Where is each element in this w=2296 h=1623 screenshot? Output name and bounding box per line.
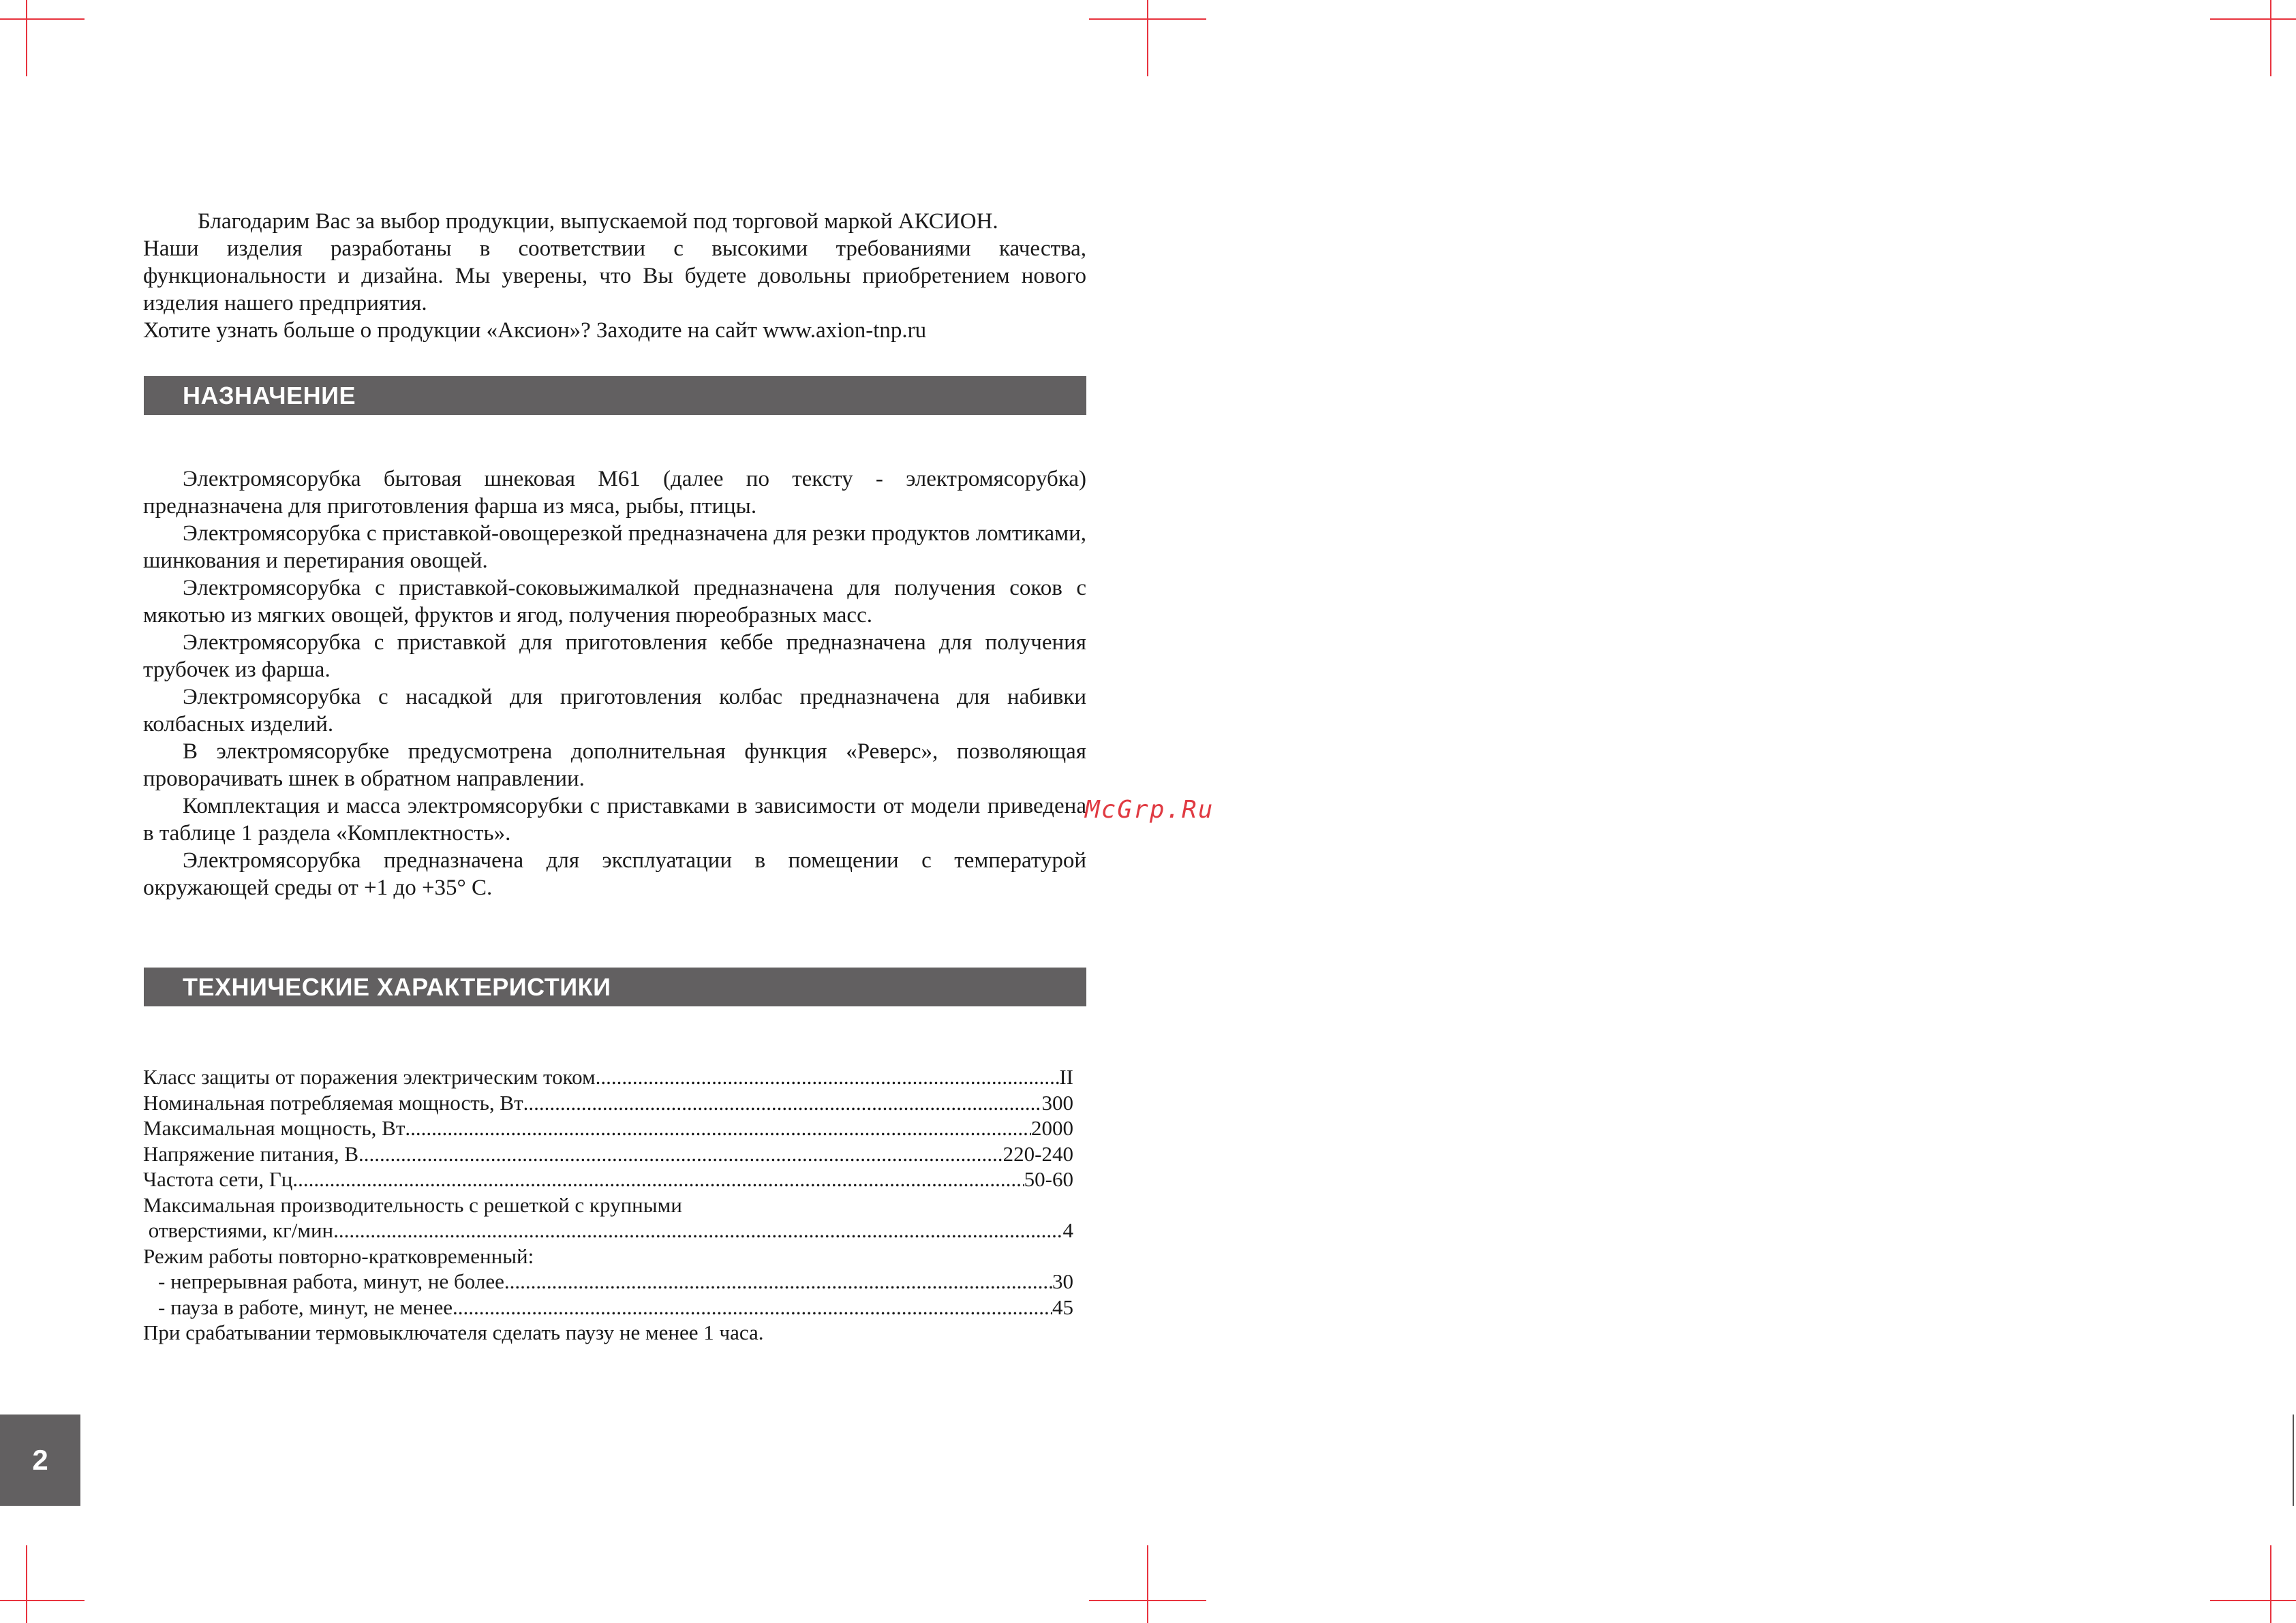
spec-leader-dots — [333, 1218, 1062, 1243]
spec-row-rated-power — [143, 1090, 1073, 1116]
spec-value: 2000 — [1031, 1116, 1073, 1140]
intro-greeting: Благодарим Вас за выбор продукции, выпускаемой под торговой маркой АКСИОН. — [198, 209, 998, 234]
crop-mark — [2270, 0, 2271, 76]
spec-mode-title: Режим работы повторно-кратковременный: — [143, 1243, 534, 1268]
purpose-paragraph: Электромясорубка с насадкой для приготовления колбас предназначена для набивки колбасных изделий. — [143, 685, 1086, 737]
spec-label: Номинальная потребляемая мощность, Вт — [143, 1090, 523, 1115]
crop-mark — [2210, 1600, 2296, 1601]
crop-mark — [1089, 18, 1206, 20]
spec-leader-dots — [358, 1141, 1003, 1167]
spec-value: 45 — [1052, 1295, 1073, 1319]
section-heading-purpose: НАЗНАЧЕНИЕ — [144, 376, 1086, 415]
crop-mark — [0, 1600, 85, 1601]
intro-more-info: Хотите узнать больше о продукции «Аксион»? Заходите на сайт www.axion-tnp.ru — [143, 318, 927, 343]
spec-row-performance — [143, 1218, 1073, 1243]
specs-list — [143, 1064, 1073, 1346]
spec-row-max-power — [143, 1115, 1073, 1141]
spec-value: 220-240 — [1002, 1141, 1073, 1166]
purpose-paragraph: Электромясорубка с приставкой для приготовления кеббе предназначена для получения трубочек из фарша. — [143, 630, 1086, 682]
purpose-paragraph: Электромясорубка с приставкой-соковыжималкой предназначена для получения соков с мякотью из мягких овощей, фруктов и ягод, получения пюреобразных масс. — [143, 576, 1086, 628]
spec-value: 4 — [1062, 1218, 1073, 1242]
purpose-block — [143, 465, 1086, 901]
spec-leader-dots — [292, 1166, 1024, 1192]
crop-mark — [1147, 1545, 1148, 1623]
spec-label: - непрерывная работа, минут, не более — [158, 1269, 504, 1293]
spec-leader-dots — [504, 1269, 1052, 1295]
spec-label: Максимальная мощность, Вт — [143, 1116, 405, 1140]
crop-mark — [1089, 1600, 1206, 1601]
crop-mark — [2210, 18, 2296, 20]
purpose-paragraph: В электромясорубке предусмотрена дополнительная функция «Реверс», позволяющая проворачивать шнек в обратном направлении. — [143, 739, 1086, 791]
crop-mark — [1147, 0, 1148, 76]
spec-value: 50-60 — [1024, 1167, 1073, 1191]
spec-label: отверстиями, кг/мин — [143, 1218, 334, 1242]
spec-row-voltage — [143, 1141, 1073, 1167]
crop-mark — [2270, 1545, 2271, 1623]
spec-label: Класс защиты от поражения электрическим током — [143, 1065, 596, 1089]
intro-block — [143, 208, 1086, 344]
spec-thermal-note: При срабатывании термовыключателя сделать паузу не менее 1 часа. — [143, 1320, 764, 1344]
section-heading-specs: ТЕХНИЧЕСКИЕ ХАРАКТЕРИСТИКИ — [144, 968, 1086, 1006]
spec-leader-dots — [523, 1090, 1042, 1116]
spec-value: II — [1059, 1065, 1073, 1089]
spec-leader-dots — [596, 1064, 1060, 1090]
page-edge-line — [2293, 1415, 2294, 1506]
spec-label: Частота сети, Гц — [143, 1167, 293, 1191]
page-number: 2 — [0, 1415, 80, 1506]
purpose-paragraph: Электромясорубка с приставкой-овощерезкой предназначена для резки продуктов ломтиками, шинкования и перетирания овощей. — [143, 521, 1086, 573]
crop-mark — [26, 1545, 27, 1623]
spec-value: 300 — [1041, 1090, 1073, 1115]
watermark-link[interactable]: McGrp.Ru — [1085, 796, 1214, 824]
spec-leader-dots — [453, 1295, 1052, 1320]
purpose-paragraph: Электромясорубка бытовая шнековая М61 (далее по тексту - электромясорубка) предназначена для приготовления фарша из мяса, рыбы, птицы. — [143, 467, 1086, 519]
purpose-paragraph: Электромясорубка предназначена для эксплуатации в помещении с температурой окружающей среды от +1 до +35° С. — [143, 848, 1086, 900]
spec-leader-dots — [405, 1115, 1031, 1141]
spec-row-protection-class — [143, 1064, 1073, 1090]
spec-value: 30 — [1052, 1269, 1073, 1293]
spec-row-frequency — [143, 1166, 1073, 1192]
spec-row-continuous — [143, 1269, 1073, 1295]
crop-mark — [0, 18, 85, 20]
crop-mark — [26, 0, 27, 76]
spec-label: Напряжение питания, В — [143, 1141, 359, 1166]
spec-row-pause — [143, 1295, 1073, 1320]
intro-quality: Наши изделия разработаны в соответствии с высокими требованиями качества, функциональности и дизайна. Мы уверены, что Вы будете довольны приобретением нового изделия нашего предприятия. — [143, 236, 1086, 315]
purpose-paragraph: Комплектация и масса электромясорубки с приставками в зависимости от модели приведена в таблице 1 раздела «Комплектность». — [143, 794, 1086, 846]
spec-label: - пауза в работе, минут, не менее — [158, 1295, 453, 1319]
spec-performance-title: Максимальная производительность с решеткой с крупными — [143, 1192, 682, 1217]
